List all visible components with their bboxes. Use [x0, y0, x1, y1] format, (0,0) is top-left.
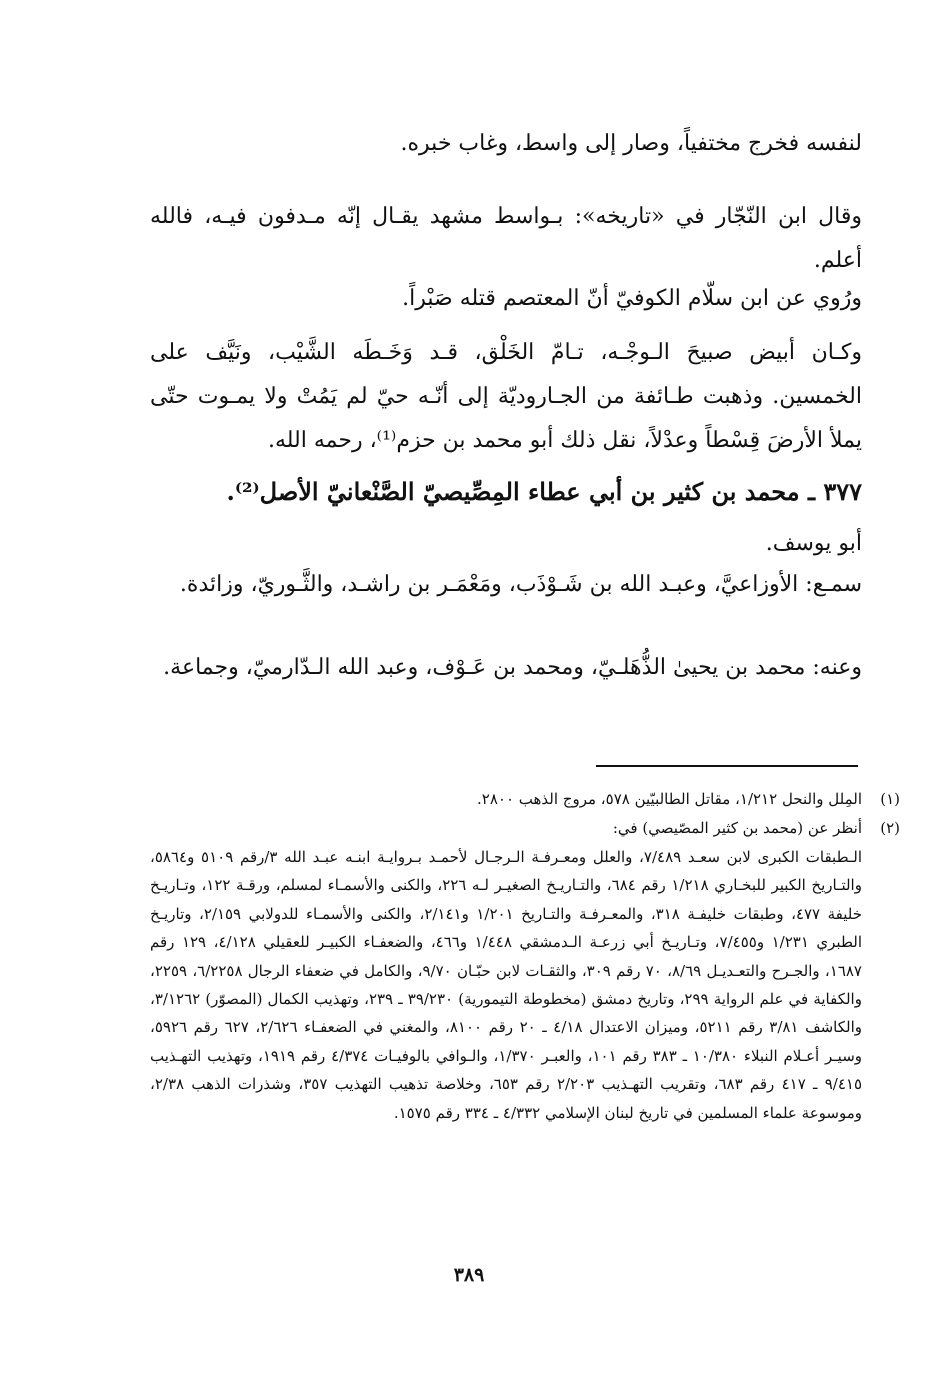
page-number: ٣٨٩	[453, 1264, 485, 1286]
footnote-text: المِلل والنحل ١/٢١٢، مقاتل الطالبيّين ٥٧٨، مروج الذهب ٢٨٠٠.	[477, 790, 862, 808]
footnote-marker: (١)	[880, 790, 900, 808]
entry-heard-from: سمـع: الأوزاعيَّ، وعبـد الله بن شَـوْذَب، ومَعْمَـر بن راشـد، والثَّـوريّ، وزائدة.	[179, 572, 862, 597]
footnote-2-intro	[150, 814, 900, 842]
paragraph-ibn-najjar: وقال ابن النّجّار في «تاريخه»: بـواسط مشهد يقـال إنّه مـدفون فيـه، فالله أعلم.	[150, 204, 862, 273]
footnote-2-body: الـطبقات الكبرى لابن سعـد ٧/٤٨٩، والعلل ومعـرفـة الـرجـال لأحمـد بـروايـة ابنـه عبـد الله ٣/رقم ٥١٠٩ و٥٨٦٤، والتـاريخ الكبير للبخـاري ١/٢١٨ رقم ٦٨٤، والتـاريـخ الصغيـر لـه ٢٢٦، والكنى والأسمـاء لمسلم، ورقـة ١٢٢، وتـاريـخ خليفة ٤٧٧، وطبقات خليفـة ٣١٨، والمعـرفـة والتـاريخ ١/٢٠١ و٢/١٤١، والكنى والأسمـاء للدولابي ٢/١٥٩، وتاريـخ الطبري ١/٢٣١ و٧/٤٥٥، وتـاريـخ أبي زرعـة الـدمشقي ١/٤٤٨ و٤٦٦، والضعفـاء الكبيـر للعقيلي ٤/١٢٨، ١٢٩ رقم ١٦٨٧، والجـرح والتعـديـل ٨/٦٩، ٧٠ رقم ٣٠٩، والثقـات لابن حبّـان ٩/٧٠، والكامل في ضعفاء الرجال ٦/٢٢٥٨، ٢٢٥٩، والكفاية في علم الرواية ٢٩٩، وتاريخ دمشق (مخطوطة التيمورية) ٣٩/٢٣٠ ـ ٢٣٩، وتهذيب الكمال (المصوّر) ٣/١٢٦٢، والكاشف ٣/٨١ رقم ٥٢١١، وميزان الاعتدال ٤/١٨ ـ ٢٠ رقم ٨١٠٠، والمغني في الضعفـاء ٢/٦٢٦، ٦٢٧ رقم ٥٩٢٦، وسيـر أعـلام النبلاء ١٠/٣٨٠ ـ ٣٨٣ رقم ١٠١، والعبـر ١/٣٧٠، والـوافي بالوفيـات ٤/٣٧٤ رقم ١٩١٩، وتهذيب التهـذيب ٩/٤١٥ ـ ٤١٧ رقم ٦٨٣، وتقريب التهـذيب ٢/٢٠٣ رقم ٦٥٣، وخلاصة تذهيب التهذيب ٣٥٧، وشذرات الذهب ٢/٣٨، وموسوعة علماء المسلمين في تاريخ لبنان الإسلامي ٤/٣٣٢ ـ ٣٣٤ رقم ١٥٧٥.	[150, 848, 863, 1122]
entry-kunya: أبو يوسف.	[765, 531, 862, 556]
paragraph-ibn-sallam: ورُوي عن ابن سلّام الكوفيّ أنّ المعتصم قتله صَبْراً.	[402, 286, 862, 311]
entry-students: وعنه: محمد بن يحيىٰ الذُّهَلـيّ، ومحمد بن عَـوْف، وعبد الله الـدّارميّ، وجماعة.	[163, 655, 862, 680]
paragraph-description: وكـان أبيض صبيحَ الـوجْـه، تـامّ الخَلْق، قـد وَخَـطَه الشَّيْب، ونَيَّف على الخمسين. وذهبت طـائفة من الجـاروديّة إلى أنّـه حيّ لم يَمُتْ ولا يمـوت حتّى يملأ الأرضَ قِسْطاً وعدْلاً، نقل ذلك أبو محمد بن حزم⁽¹⁾، رحمه الله.	[150, 340, 862, 453]
footnote-1	[150, 785, 900, 813]
footnote-text: أنظر عن (محمد بن كثير المصّيصي) في:	[612, 819, 862, 837]
paragraph-continuation: لنفسه فخرج مختفياً، وصار إلى واسط، وغاب خبره.	[400, 131, 862, 156]
entry-heading: ٣٧٧ ـ محمد بن كثير بن أبي عطاء المِصِّيصيّ الصَّنْعانيّ الأصل⁽²⁾.	[226, 477, 862, 506]
footnote-marker: (٢)	[880, 819, 900, 837]
footnote-divider	[596, 765, 858, 767]
